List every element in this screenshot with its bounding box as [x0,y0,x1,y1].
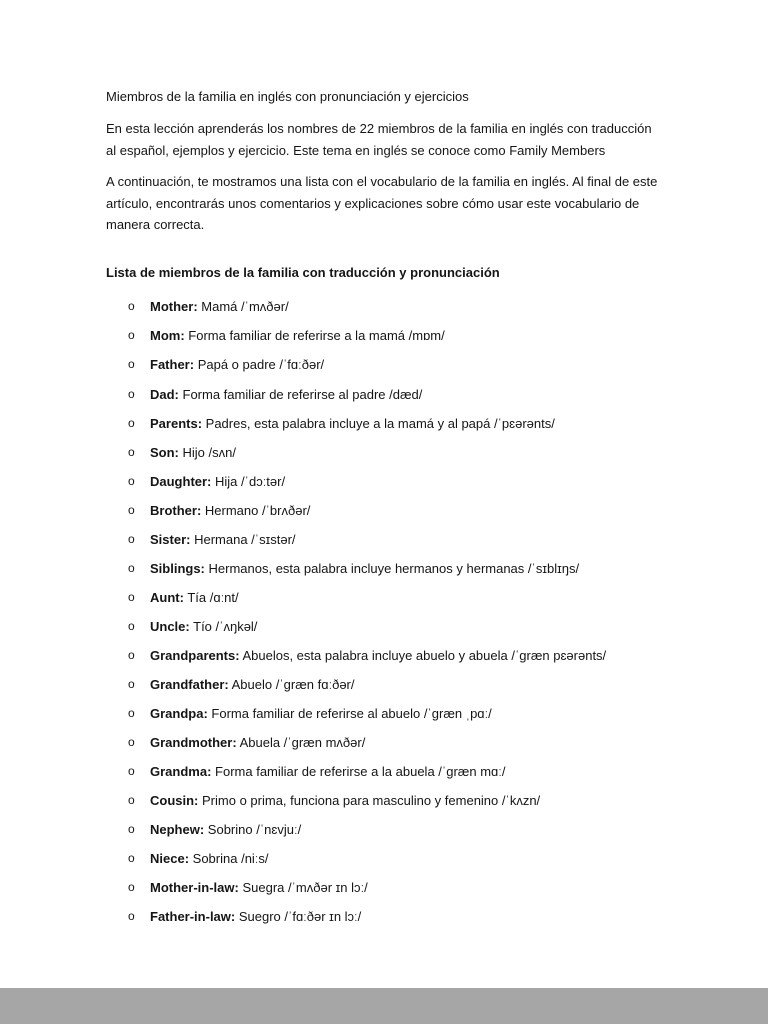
vocab-term: Daughter: [150,473,212,489]
vocab-definition: Suegro /ˈfɑːðər ɪn lɔː/ [238,909,362,925]
list-item-text [150,444,236,462]
list-item-text [150,560,579,578]
vocab-definition: Mamá /ˈmʌðər/ [201,299,289,315]
list-item [128,298,646,316]
list-item [128,705,646,723]
vocab-term: Mother-in-law: [150,880,239,896]
vocab-definition: Papá o padre /ˈfɑːðər/ [197,357,325,373]
vocab-definition: Hermana /ˈsɪstər/ [194,531,296,547]
list-item [128,850,646,868]
list-bullet: o [128,676,135,691]
vocab-definition: Abuela /ˈɡræn mʌðər/ [239,735,366,751]
vocab-definition: Sobrina /niːs/ [192,851,269,867]
list-item-text [150,589,239,607]
vocab-term: Mom: [150,328,185,344]
vocab-term: Siblings: [150,560,205,576]
list-bullet: o [128,706,135,721]
vocab-term: Cousin: [150,793,199,809]
list-heading: Lista de miembros de la familia con traducción y pronunciación [106,265,500,281]
vocab-term: Grandparents: [150,647,240,663]
list-bullet: o [128,589,135,604]
vocab-term: Grandpa: [150,706,208,722]
list-item [128,676,646,694]
list-item-text [150,647,606,665]
vocab-definition: Hija /ˈdɔːtər/ [215,473,286,489]
list-item-text [150,879,368,897]
list-bullet: o [128,735,135,750]
list-bullet: o [128,909,135,924]
list-item [128,356,646,374]
list-item-text [150,386,422,404]
list-item [128,502,646,520]
list-item [128,821,646,839]
intro-paragraph-1: En esta lección aprenderás los nombres de 22 miembros de la familia en inglés con traducción al español, ejemplos y ejercicio. Este tema en inglés se conoce como Family Members [106,121,652,158]
vocab-term: Father-in-law: [150,909,236,925]
list-item [128,618,646,636]
document-title: Miembros de la familia en inglés con pronunciación y ejercicios [106,89,469,104]
vocab-definition: Padres, esta palabra incluye a la mamá y al papá /ˈpɛərənts/ [205,415,555,431]
vocab-definition: Sobrino /ˈnɛvjuː/ [207,822,302,838]
list-item [128,763,646,781]
list-bullet: o [128,647,135,662]
list-item-text [150,763,505,781]
list-bullet: o [128,764,135,779]
list-bullet: o [128,531,135,546]
vocab-term: Nephew: [150,822,205,838]
list-item [128,647,646,665]
list-item-text [150,821,301,839]
vocab-term: Mother: [150,299,198,315]
list-item-text [150,676,355,694]
list-item [128,589,646,607]
list-bullet: o [128,299,135,314]
list-item [128,734,646,752]
vocab-definition: Tío /ˈʌŋkəl/ [193,618,258,634]
list-item [128,386,646,404]
list-bullet: o [128,793,135,808]
list-item-text [150,705,492,723]
list-item-text [150,734,365,752]
vocab-definition: Primo o prima, funciona para masculino y femenino /ˈkʌzn/ [202,793,541,809]
list-item [128,879,646,897]
list-item [128,327,646,345]
vocab-term: Uncle: [150,618,190,634]
list-item-text [150,502,310,520]
list-item [128,908,646,926]
list-item-text [150,618,257,636]
intro-paragraph-2: A continuación, te mostramos una lista con el vocabulario de la familia en inglés. Al final de este artículo, encontrarás unos comentarios y explicaciones sobre cómo usar este vocabulario de manera correcta. [106,174,658,232]
list-item [128,444,646,462]
vocab-term: Grandfather: [150,676,229,692]
list-item [128,473,646,491]
vocab-term: Grandma: [150,764,212,780]
vocab-definition: Hermano /ˈbrʌðər/ [204,502,311,518]
list-bullet: o [128,386,135,401]
vocab-definition: Hermanos, esta palabra incluye hermanos y hermanas /ˈsɪblɪŋs/ [208,560,580,576]
vocab-term: Dad: [150,386,179,402]
vocab-term: Father: [150,357,195,373]
vocab-list [106,298,646,926]
list-item-text [150,531,296,549]
list-item [128,415,646,433]
vocab-definition: Forma familiar de referirse a la abuela /ˈɡræn mɑː/ [215,764,506,780]
vocab-definition: Forma familiar de referirse al abuelo /ˈɡræn ˌpɑː/ [211,706,492,722]
list-item-text [150,792,540,810]
vocab-definition: Hijo /sʌn/ [182,444,236,460]
list-item-text [150,473,285,491]
list-item-text [150,356,324,374]
vocab-term: Aunt: [150,589,184,605]
list-item [128,531,646,549]
vocab-term: Grandmother: [150,735,237,751]
list-item-text [150,415,555,433]
list-item-text [150,908,361,926]
list-bullet: o [128,357,135,372]
list-bullet: o [128,851,135,866]
vocab-definition: Tía /ɑːnt/ [187,589,239,605]
list-bullet: o [128,502,135,517]
list-item [128,792,646,810]
vocab-term: Parents: [150,415,203,431]
list-bullet: o [128,618,135,633]
vocab-definition: Abuelo /ˈɡræn fɑːðər/ [231,676,355,692]
vocab-definition: Abuelos, esta palabra incluye abuelo y abuela /ˈɡræn pɛərənts/ [242,647,607,663]
list-bullet: o [128,880,135,895]
list-bullet: o [128,822,135,837]
list-item-text [150,850,269,868]
list-bullet: o [128,560,135,575]
list-bullet: o [128,444,135,459]
vocab-definition: Forma familiar de referirse al padre /dæd/ [182,386,423,402]
list-item-text [150,327,445,345]
vocab-term: Brother: [150,502,202,518]
list-bullet: o [128,328,135,343]
list-item-text [150,298,289,316]
vocab-term: Sister: [150,531,191,547]
list-item [128,560,646,578]
list-bullet: o [128,415,135,430]
vocab-term: Niece: [150,851,190,867]
vocab-term: Son: [150,444,179,460]
list-bullet: o [128,473,135,488]
vocab-definition: Suegra /ˈmʌðər ɪn lɔː/ [242,880,368,896]
vocab-definition: Forma familiar de referirse a la mamá /mɒm/ [188,328,445,344]
